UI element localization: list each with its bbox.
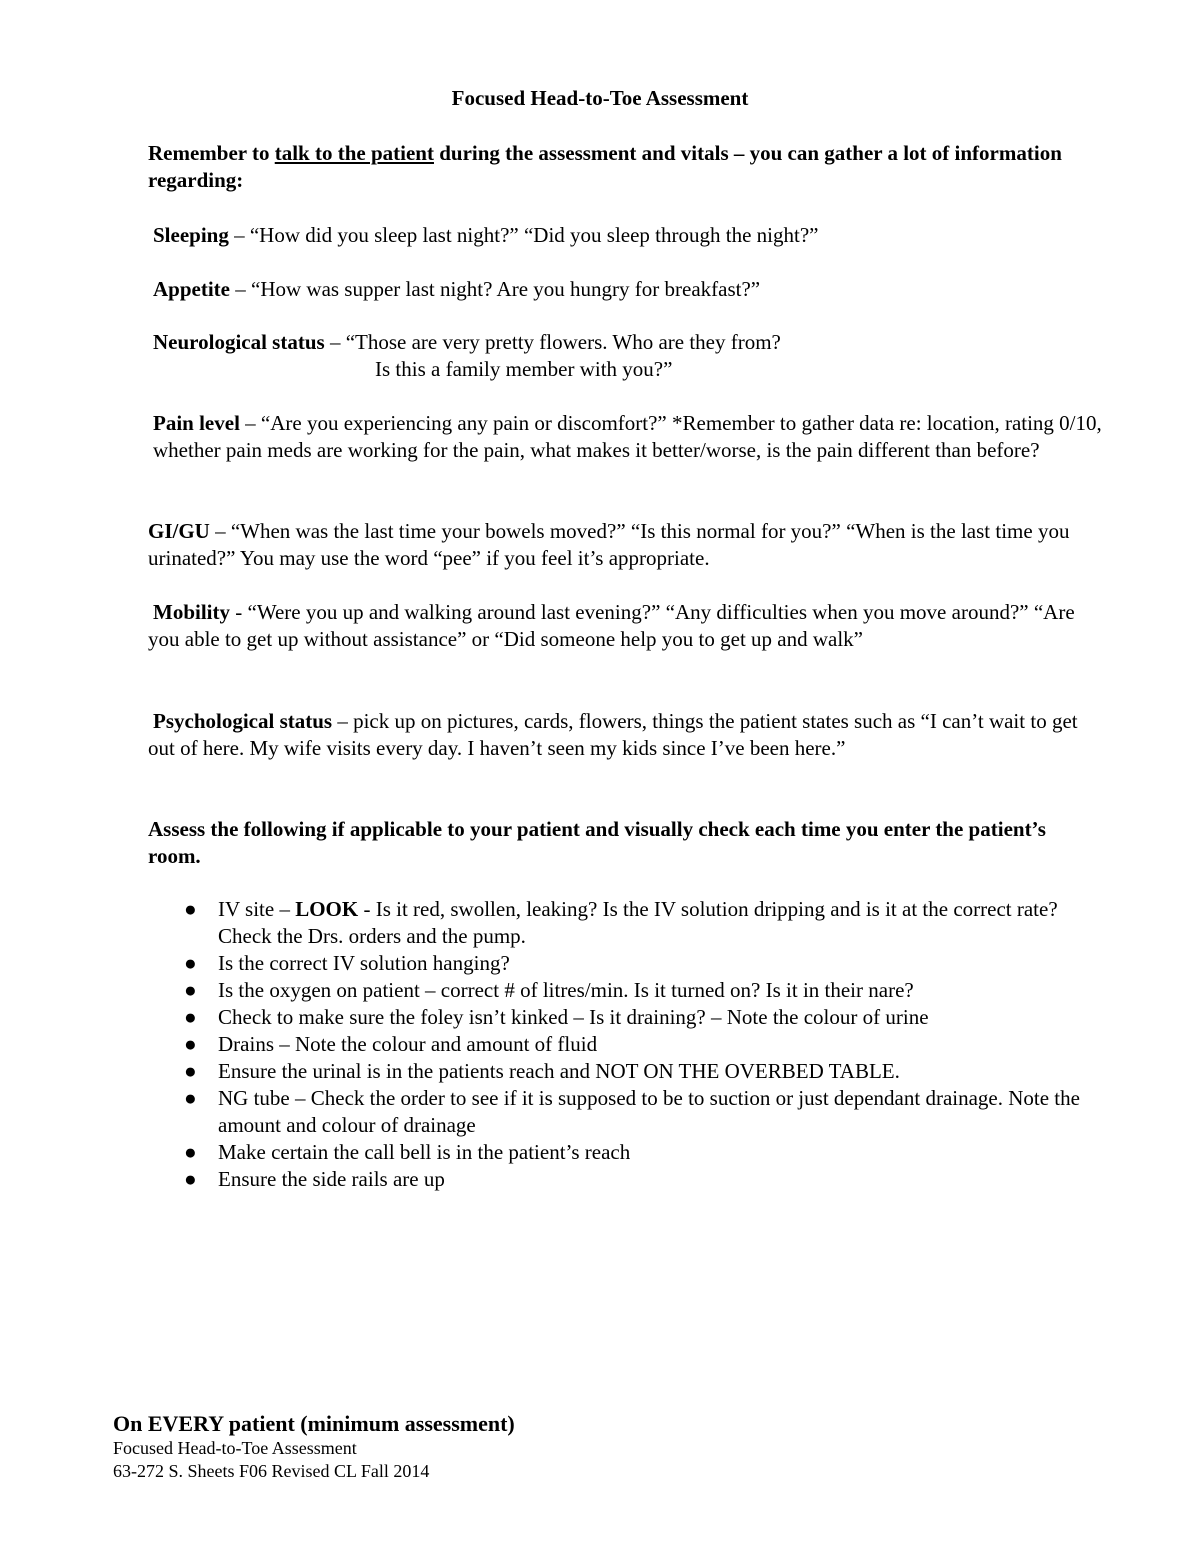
page-footer [113, 1411, 1013, 1483]
topic-label: Pain level [153, 411, 240, 435]
bullet-icon: ● [184, 897, 197, 921]
bullet-icon: ● [184, 1167, 197, 1191]
item-text: Drains – Note the colour and amount of fluid [218, 1032, 598, 1056]
topic-label: Psychological status [153, 709, 333, 733]
footer-course-info: 63-272 S. Sheets F06 Revised CL Fall 2014 [113, 1461, 430, 1481]
topic-appetite [148, 276, 1103, 303]
intro-underlined: talk to the patient [274, 141, 434, 165]
topic-mobility [148, 599, 1098, 653]
topic-text: – “How did you sleep last night?” “Did you sleep through the night?” [228, 223, 819, 247]
bullet-icon: ● [184, 1059, 197, 1083]
list-item [148, 1085, 1098, 1139]
topic-text: – “How was supper last night? Are you hungry for breakfast?” [230, 277, 761, 301]
list-item [148, 896, 1098, 950]
bullet-icon: ● [184, 978, 197, 1002]
item-text: NG tube – Check the order to see if it is supposed to be to suction or just dependant drainage. Note the amount and colour of drainage [218, 1086, 1080, 1137]
item-text: Make certain the call bell is in the patient’s reach [218, 1140, 631, 1164]
bullet-icon: ● [184, 1086, 197, 1110]
topic-text: - “Were you up and walking around last evening?” “Any difficulties when you move around?” “Are you able to get up without assistance” or “Did someone help you to get up and walk” [148, 600, 1075, 651]
topic-gigu [148, 518, 1098, 572]
list-item [148, 950, 1098, 977]
page-title: Focused Head-to-Toe Assessment [451, 86, 749, 110]
topic-text: – “When was the last time your bowels moved?” “Is this normal for you?” “When is the last time you urinated?” You may use the word “pee” if you feel it’s appropriate. [148, 519, 1070, 570]
item-text: - Is it red, swollen, leaking? Is the IV solution dripping and is it at the correct rate? Check the Drs. orders and the pump. [218, 897, 1058, 948]
item-text: Ensure the urinal is in the patients reach and NOT ON THE OVERBED TABLE. [218, 1059, 900, 1083]
minimum-assessment-heading: On EVERY patient (minimum assessment) [113, 1411, 515, 1436]
bullet-icon: ● [184, 1005, 197, 1029]
list-item [148, 1031, 1098, 1058]
bullet-icon: ● [184, 1140, 197, 1164]
list-item [148, 1004, 1098, 1031]
list-item [148, 1166, 1098, 1193]
topic-neurological [148, 329, 1103, 383]
item-text: Is the oxygen on patient – correct # of litres/min. Is it turned on? Is it in their nare? [218, 978, 914, 1002]
topic-text: – pick up on pictures, cards, flowers, things the patient states such as “I can’t wait to get out of here. My wife visits every day. I haven’t seen my kids since I’ve been here.” [148, 709, 1078, 760]
intro-lead: Remember to [148, 141, 275, 165]
topic-label: Sleeping [153, 223, 229, 247]
topic-psychological [148, 708, 1098, 762]
intro-rest: during the assessment and vitals – you can gather a lot of information regarding: [148, 141, 1062, 192]
list-item [148, 977, 1098, 1004]
item-text: Is the correct IV solution hanging? [218, 951, 510, 975]
assessment-checklist [148, 896, 1098, 1193]
topic-label: Neurological status [153, 330, 325, 354]
topic-text: – “Are you experiencing any pain or discomfort?” *Remember to gather data re: location, rating 0/10, whether pain meds are working for the pain, what makes it better/worse, is the pain different than before? [153, 411, 1102, 462]
list-item [148, 1139, 1098, 1166]
topic-label: Mobility [153, 600, 230, 624]
item-emphasis: LOOK [295, 897, 359, 921]
topic-pain [148, 410, 1103, 464]
topic-label: Appetite [153, 277, 230, 301]
bullet-icon: ● [184, 1032, 197, 1056]
neuro-line-2: Is this a family member with you?” [375, 357, 673, 381]
list-item [148, 1058, 1098, 1085]
item-text: IV site – [218, 897, 296, 921]
footer-doc-title: Focused Head-to-Toe Assessment [113, 1438, 357, 1458]
item-text: Check to make sure the foley isn’t kinked – Is it draining? – Note the colour of urine [218, 1005, 929, 1029]
item-text: Ensure the side rails are up [218, 1167, 445, 1191]
assess-heading: Assess the following if applicable to your patient and visually check each time you enter the patient’s room. [148, 817, 1046, 868]
topic-text: – “Those are very pretty flowers. Who are they from? [324, 330, 781, 354]
topic-label: GI/GU [148, 519, 210, 543]
intro-paragraph [148, 140, 1098, 194]
topic-sleeping [148, 222, 1103, 249]
bullet-icon: ● [184, 951, 197, 975]
neuro-line-1 [153, 329, 1103, 356]
